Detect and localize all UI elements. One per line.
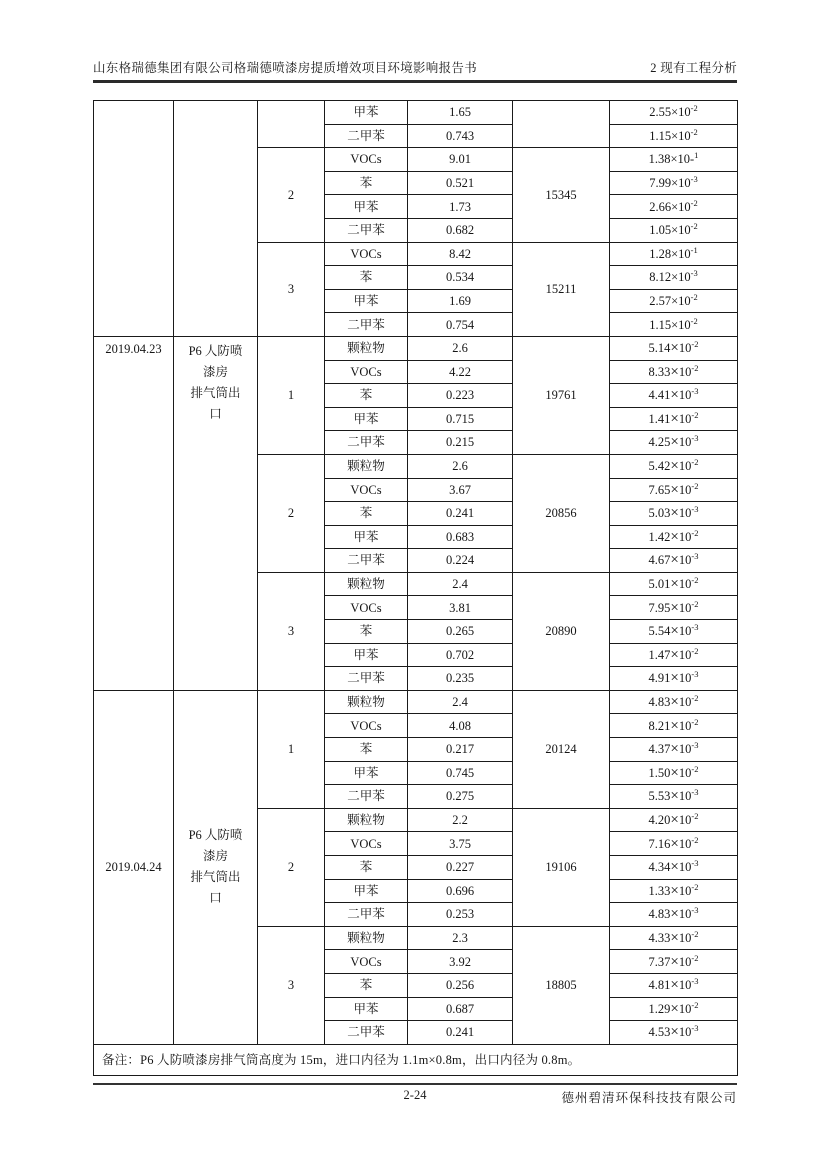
table-row	[94, 336, 738, 360]
concentration-cell: 2.4	[408, 690, 513, 714]
report-table-body	[94, 101, 738, 1076]
footer-company: 德州碧清环保科技技有限公司	[561, 1091, 737, 1105]
times-sign: ×	[671, 293, 679, 308]
exponent: -2	[690, 315, 698, 326]
emission-rate-cell: $1.33\times 10^{-2}$	[610, 879, 738, 903]
concentration-cell: 4.08	[408, 714, 513, 738]
location-line: P6 人防喷	[188, 343, 243, 358]
emission-rate-cell: $7.95\times 10^{-2}$	[610, 596, 738, 620]
sample-number-cell: 2	[258, 148, 325, 242]
concentration-cell: 0.745	[408, 761, 513, 785]
times-sign: ×	[670, 953, 679, 970]
pollutant-cell: 二甲苯	[325, 785, 408, 809]
emission-rate-cell: $2.57\times 10^{-2}$	[610, 289, 738, 313]
emission-rate-cell: $1.41\times 10^{-2}$	[610, 407, 738, 431]
times-sign: ×	[670, 977, 679, 994]
flow-cell: 18805	[513, 926, 610, 1044]
location-cell	[174, 336, 258, 690]
concentration-cell: 2.3	[408, 926, 513, 950]
location-line: 排气筒出	[190, 385, 241, 400]
pollutant-cell: 甲苯	[325, 997, 408, 1021]
exponent: -2	[691, 645, 699, 656]
concentration-cell: 0.227	[408, 856, 513, 880]
exponent: -2	[690, 291, 698, 302]
pollutant-cell: 颗粒物	[325, 926, 408, 950]
date-cell: 2019.04.24	[94, 690, 174, 1044]
flow-cell: 19761	[513, 336, 610, 454]
pollutant-cell: 二甲苯	[325, 431, 408, 455]
times-sign: ×	[670, 929, 679, 946]
exponent: -2	[691, 928, 699, 939]
location-cell	[174, 690, 258, 1044]
sample-number-cell: 1	[258, 690, 325, 808]
concentration-cell: 3.75	[408, 832, 513, 856]
emission-rate-cell: $1.28\times 10^{-1}$	[610, 242, 738, 266]
exponent: -3	[691, 858, 699, 869]
times-sign: ×	[670, 363, 679, 380]
pollutant-cell: 二甲苯	[325, 1021, 408, 1045]
concentration-cell: 0.715	[408, 407, 513, 431]
header-chapter-title: 2 现有工程分析	[650, 61, 737, 75]
pollutant-cell: 甲苯	[325, 879, 408, 903]
times-sign: ×	[670, 528, 679, 545]
exponent: -3	[691, 975, 699, 986]
exponent: -3	[691, 504, 699, 515]
times-sign: ×	[671, 246, 679, 261]
concentration-cell: 0.265	[408, 620, 513, 644]
times-sign: ×	[670, 859, 679, 876]
pollutant-cell: 苯	[325, 973, 408, 997]
concentration-cell: 2.6	[408, 336, 513, 360]
emission-rate-cell: $8.21\times 10^{-2}$	[610, 714, 738, 738]
pollutant-cell: 甲苯	[325, 289, 408, 313]
pollutant-cell: 二甲苯	[325, 667, 408, 691]
flow-cell: 15345	[513, 148, 610, 242]
emission-rate-cell: $5.14\times 10^{-2}$	[610, 336, 738, 360]
emission-rate-cell: $4.20\times 10^{-2}$	[610, 808, 738, 832]
exponent: -2	[691, 456, 699, 467]
pollutant-cell: VOCs	[325, 242, 408, 266]
times-sign: ×	[670, 552, 679, 569]
emission-rate-cell: $4.83\times 10^{-2}$	[610, 690, 738, 714]
flow-cell: 15211	[513, 242, 610, 336]
pollutant-cell: 甲苯	[325, 407, 408, 431]
times-sign: ×	[670, 481, 679, 498]
emission-rate-cell: $5.53\times 10^{-3}$	[610, 785, 738, 809]
note-row	[94, 1044, 738, 1075]
emission-rate-cell: $7.99\times 10^{-3}$	[610, 171, 738, 195]
date-cell: 2019.04.23	[94, 336, 174, 690]
monitoring-table-wrap	[93, 100, 738, 1076]
times-sign: ×	[670, 835, 679, 852]
pollutant-cell: 苯	[325, 384, 408, 408]
times-sign: ×	[670, 741, 679, 758]
concentration-cell: 0.256	[408, 973, 513, 997]
flow-cell: 20856	[513, 454, 610, 572]
concentration-cell: 0.241	[408, 502, 513, 526]
header-rule	[93, 80, 737, 83]
sample-number-cell: 2	[258, 808, 325, 926]
times-sign: ×	[671, 128, 679, 143]
sample-number-cell: 3	[258, 242, 325, 336]
pollutant-cell: VOCs	[325, 832, 408, 856]
concentration-cell: 0.743	[408, 124, 513, 148]
exponent: -3	[691, 622, 699, 633]
exponent: -3	[690, 268, 698, 279]
times-sign: ×	[670, 906, 679, 923]
emission-rate-cell: $7.65\times 10^{-2}$	[610, 478, 738, 502]
emission-rate-cell: $4.41\times 10^{-3}$	[610, 384, 738, 408]
concentration-cell: 0.224	[408, 549, 513, 573]
emission-rate-cell: $8.33\times 10^{-2}$	[610, 360, 738, 384]
concentration-cell: 0.683	[408, 525, 513, 549]
times-sign: ×	[670, 646, 679, 663]
pollutant-cell: 苯	[325, 502, 408, 526]
concentration-cell: 2.6	[408, 454, 513, 478]
emission-rate-cell: $1.47\times 10^{-2}$	[610, 643, 738, 667]
times-sign: ×	[670, 670, 679, 687]
times-sign: ×	[671, 105, 679, 120]
pollutant-cell: 颗粒物	[325, 336, 408, 360]
pollutant-cell: 甲苯	[325, 195, 408, 219]
times-sign: ×	[670, 764, 679, 781]
pollutant-cell: VOCs	[325, 950, 408, 974]
pollutant-cell: VOCs	[325, 360, 408, 384]
emission-rate-cell: $1.15\times 10^{-2}$	[610, 313, 738, 337]
emission-rate-cell: $7.37\times 10^{-2}$	[610, 950, 738, 974]
concentration-cell: 4.22	[408, 360, 513, 384]
times-sign: ×	[670, 694, 679, 711]
concentration-cell: 1.69	[408, 289, 513, 313]
times-sign: ×	[670, 623, 679, 640]
pollutant-cell: 甲苯	[325, 101, 408, 125]
pollutant-cell: 二甲苯	[325, 903, 408, 927]
emission-rate-cell: $4.33\times 10^{-2}$	[610, 926, 738, 950]
emission-rate-cell: $4.81\times 10^{-3}$	[610, 973, 738, 997]
pollutant-cell: 苯	[325, 738, 408, 762]
concentration-cell: 0.215	[408, 431, 513, 455]
concentration-cell: 0.223	[408, 384, 513, 408]
emission-rate-cell: $8.12\times 10^{-3}$	[610, 266, 738, 290]
flow-cell: 20890	[513, 572, 610, 690]
exponent: -3	[691, 669, 699, 680]
emission-rate-cell: $2.66\times 10^{-2}$	[610, 195, 738, 219]
emission-rate-cell: $4.67\times 10^{-3}$	[610, 549, 738, 573]
times-sign: ×	[670, 599, 679, 616]
times-sign: ×	[670, 576, 679, 593]
flow-cell: 20124	[513, 690, 610, 808]
times-sign: ×	[671, 270, 679, 285]
pollutant-cell: 颗粒物	[325, 808, 408, 832]
pollutant-cell: 二甲苯	[325, 549, 408, 573]
emission-rate-cell: 1.38×10-$^1$	[610, 148, 738, 172]
location-line: 口	[209, 406, 222, 421]
times-sign: ×	[670, 410, 679, 427]
concentration-cell: 0.235	[408, 667, 513, 691]
times-sign: ×	[670, 1024, 679, 1041]
concentration-cell: 2.4	[408, 572, 513, 596]
exponent: -2	[691, 952, 699, 963]
sample-number-cell: 1	[258, 336, 325, 454]
times-sign: ×	[671, 223, 679, 238]
times-sign: ×	[670, 152, 678, 167]
exponent: 1	[694, 150, 699, 161]
emission-rate-cell: $1.29\times 10^{-2}$	[610, 997, 738, 1021]
exponent: -2	[691, 692, 699, 703]
exponent: -2	[691, 362, 699, 373]
pollutant-cell: 苯	[325, 171, 408, 195]
pollutant-cell: VOCs	[325, 714, 408, 738]
pollutant-cell: 苯	[325, 620, 408, 644]
exponent: -2	[691, 716, 699, 727]
concentration-cell: 0.702	[408, 643, 513, 667]
header-report-title: 山东格瑞德集团有限公司格瑞德喷漆房提质增效项目环境影响报告书	[93, 61, 478, 75]
exponent: -2	[691, 834, 699, 845]
exponent: -2	[691, 527, 699, 538]
emission-rate-cell: $4.34\times 10^{-3}$	[610, 856, 738, 880]
exponent: -2	[691, 598, 699, 609]
footer-rule	[93, 1083, 737, 1085]
sample-number-cell	[258, 101, 325, 148]
concentration-cell: 0.682	[408, 218, 513, 242]
concentration-cell: 1.65	[408, 101, 513, 125]
pollutant-cell: 颗粒物	[325, 690, 408, 714]
pollutant-cell: VOCs	[325, 148, 408, 172]
date-cell	[94, 101, 174, 337]
exponent: -2	[691, 409, 699, 420]
table-row	[94, 101, 738, 125]
concentration-cell: 0.217	[408, 738, 513, 762]
pollutant-cell: VOCs	[325, 478, 408, 502]
concentration-cell: 9.01	[408, 148, 513, 172]
emission-rate-cell: $4.37\times 10^{-3}$	[610, 738, 738, 762]
exponent: -3	[691, 905, 699, 916]
location-line: P6 人防喷	[188, 828, 243, 843]
emission-rate-cell: $5.54\times 10^{-3}$	[610, 620, 738, 644]
exponent: -2	[690, 220, 698, 231]
page-header	[93, 54, 737, 76]
concentration-cell: 1.73	[408, 195, 513, 219]
concentration-cell: 3.92	[408, 950, 513, 974]
exponent: -1	[690, 244, 698, 255]
concentration-cell: 2.2	[408, 808, 513, 832]
emission-rate-cell: $4.25\times 10^{-3}$	[610, 431, 738, 455]
page-number: 2-24	[403, 1088, 427, 1102]
times-sign: ×	[670, 788, 679, 805]
table-row	[94, 690, 738, 714]
emission-rate-cell: $7.16\times 10^{-2}$	[610, 832, 738, 856]
location-line: 排气筒出	[190, 870, 241, 885]
report-table	[93, 100, 738, 1076]
pollutant-cell: 颗粒物	[325, 572, 408, 596]
emission-rate-cell: $5.03\times 10^{-3}$	[610, 502, 738, 526]
times-sign: ×	[670, 458, 679, 475]
pollutant-cell: 苯	[325, 266, 408, 290]
exponent: -3	[691, 551, 699, 562]
emission-rate-cell: $1.42\times 10^{-2}$	[610, 525, 738, 549]
concentration-cell: 0.534	[408, 266, 513, 290]
exponent: -3	[690, 173, 698, 184]
exponent: -2	[691, 763, 699, 774]
emission-rate-cell: $4.83\times 10^{-3}$	[610, 903, 738, 927]
location-cell	[174, 101, 258, 337]
emission-rate-cell: $4.91\times 10^{-3}$	[610, 667, 738, 691]
exponent: -2	[691, 881, 699, 892]
times-sign: ×	[671, 317, 679, 332]
note-cell: 备注：P6 人防喷漆房排气筒高度为 15m，进口内径为 1.1m×0.8m，出口内径为 0.8m。	[94, 1044, 738, 1075]
pollutant-cell: 甲苯	[325, 525, 408, 549]
location-line: 漆房	[202, 364, 228, 379]
times-sign: ×	[670, 717, 679, 734]
times-sign: ×	[671, 199, 679, 214]
emission-rate-cell: $4.53\times 10^{-3}$	[610, 1021, 738, 1045]
times-sign: ×	[670, 387, 679, 404]
exponent: -2	[690, 197, 698, 208]
sample-number-cell: 3	[258, 926, 325, 1044]
concentration-cell: 0.687	[408, 997, 513, 1021]
emission-rate-cell: $1.50\times 10^{-2}$	[610, 761, 738, 785]
exponent: -2	[691, 480, 699, 491]
sample-number-cell: 2	[258, 454, 325, 572]
sample-number-cell: 3	[258, 572, 325, 690]
times-sign: ×	[670, 882, 679, 899]
exponent: -3	[691, 787, 699, 798]
location-line: 漆房	[202, 849, 228, 864]
pollutant-cell: 二甲苯	[325, 218, 408, 242]
concentration-cell: 3.81	[408, 596, 513, 620]
exponent: -2	[690, 103, 698, 114]
concentration-cell: 0.754	[408, 313, 513, 337]
concentration-cell: 0.521	[408, 171, 513, 195]
pollutant-cell: VOCs	[325, 596, 408, 620]
times-sign: ×	[670, 1000, 679, 1017]
concentration-cell: 8.42	[408, 242, 513, 266]
emission-rate-cell: $5.01\times 10^{-2}$	[610, 572, 738, 596]
exponent: -3	[691, 740, 699, 751]
exponent: -2	[691, 574, 699, 585]
exponent: -2	[691, 338, 699, 349]
exponent: -2	[691, 810, 699, 821]
times-sign: ×	[670, 505, 679, 522]
concentration-cell: 0.241	[408, 1021, 513, 1045]
exponent: -2	[690, 126, 698, 137]
concentration-cell: 0.696	[408, 879, 513, 903]
pollutant-cell: 甲苯	[325, 761, 408, 785]
pollutant-cell: 苯	[325, 856, 408, 880]
location-line: 口	[209, 891, 222, 906]
concentration-cell: 0.275	[408, 785, 513, 809]
pollutant-cell: 二甲苯	[325, 313, 408, 337]
pollutant-cell: 二甲苯	[325, 124, 408, 148]
times-sign: ×	[670, 811, 679, 828]
times-sign: ×	[671, 175, 679, 190]
concentration-cell: 3.67	[408, 478, 513, 502]
concentration-cell: 0.253	[408, 903, 513, 927]
flow-cell	[513, 101, 610, 148]
exponent: -3	[691, 433, 699, 444]
exponent: -2	[691, 999, 699, 1010]
emission-rate-cell: $2.55\times 10^{-2}$	[610, 101, 738, 125]
pollutant-cell: 颗粒物	[325, 454, 408, 478]
emission-rate-cell: $1.05\times 10^{-2}$	[610, 218, 738, 242]
exponent: -3	[691, 386, 699, 397]
times-sign: ×	[670, 340, 679, 357]
flow-cell: 19106	[513, 808, 610, 926]
times-sign: ×	[670, 434, 679, 451]
exponent: -3	[691, 1023, 699, 1034]
pollutant-cell: 甲苯	[325, 643, 408, 667]
emission-rate-cell: $5.42\times 10^{-2}$	[610, 454, 738, 478]
emission-rate-cell: $1.15\times 10^{-2}$	[610, 124, 738, 148]
